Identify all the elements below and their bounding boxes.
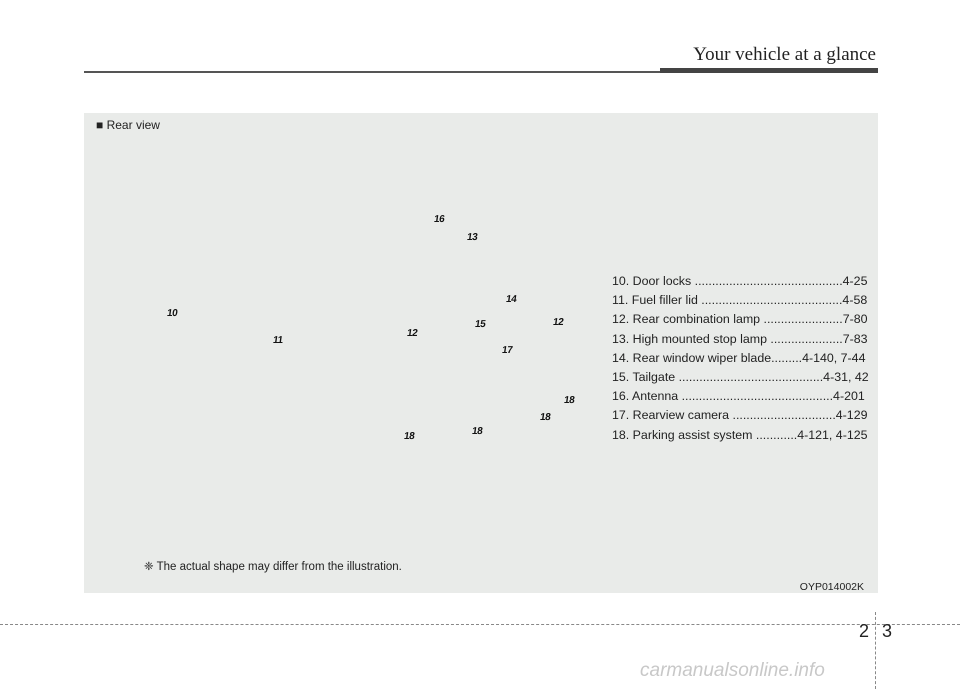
legend-item: 14. Rear window wiper blade.........4-140, 7-44 (612, 350, 866, 365)
callout-10: 10 (166, 308, 178, 319)
footer-rule (0, 624, 960, 625)
legend-item: 18. Parking assist system ............4-121, 4-125 (612, 427, 868, 442)
callout-12-right: 12 (552, 317, 564, 328)
callout-16: 16 (433, 214, 445, 225)
figure-code: OYP014002K (799, 581, 864, 593)
page-header-title: Your vehicle at a glance (693, 44, 876, 65)
legend-item: 11. Fuel filler lid .........................................4-58 (612, 293, 868, 308)
parts-legend (612, 272, 868, 445)
legend-item: 12. Rear combination lamp .......................7-80 (612, 312, 868, 327)
illustration-note: ❈ The actual shape may differ from the illustration. (144, 561, 402, 573)
callout-11: 11 (272, 335, 284, 346)
callout-17: 17 (501, 345, 513, 356)
legend-item: 16. Antenna ............................................4-201 (612, 389, 865, 404)
callout-15: 15 (474, 319, 486, 330)
page-number: 3 (882, 621, 893, 641)
callout-18-b: 18 (539, 412, 551, 423)
section-title: Rear view (106, 118, 160, 132)
legend-item: 17. Rearview camera ..............................4-129 (612, 408, 868, 423)
rear-view-illustration (84, 191, 594, 513)
header-rule-accent (660, 68, 878, 73)
watermark: carmanualsonline.info (640, 660, 825, 681)
section-bullet: ■ (96, 118, 104, 132)
callout-18-a: 18 (563, 395, 575, 406)
callout-18-c: 18 (471, 426, 483, 437)
footer-divider (875, 612, 876, 689)
chapter-number: 2 (859, 621, 870, 641)
legend-item: 13. High mounted stop lamp .....................7-83 (612, 331, 868, 346)
callout-14: 14 (505, 294, 517, 305)
callout-12-left: 12 (406, 328, 418, 339)
section-label (96, 118, 160, 132)
figure-panel (84, 113, 878, 593)
callout-13: 13 (466, 232, 478, 243)
legend-item: 10. Door locks ...........................................4-25 (612, 274, 868, 288)
callout-18-d: 18 (403, 431, 415, 442)
legend-item: 15. Tailgate ..........................................4-31, 42 (612, 370, 869, 385)
